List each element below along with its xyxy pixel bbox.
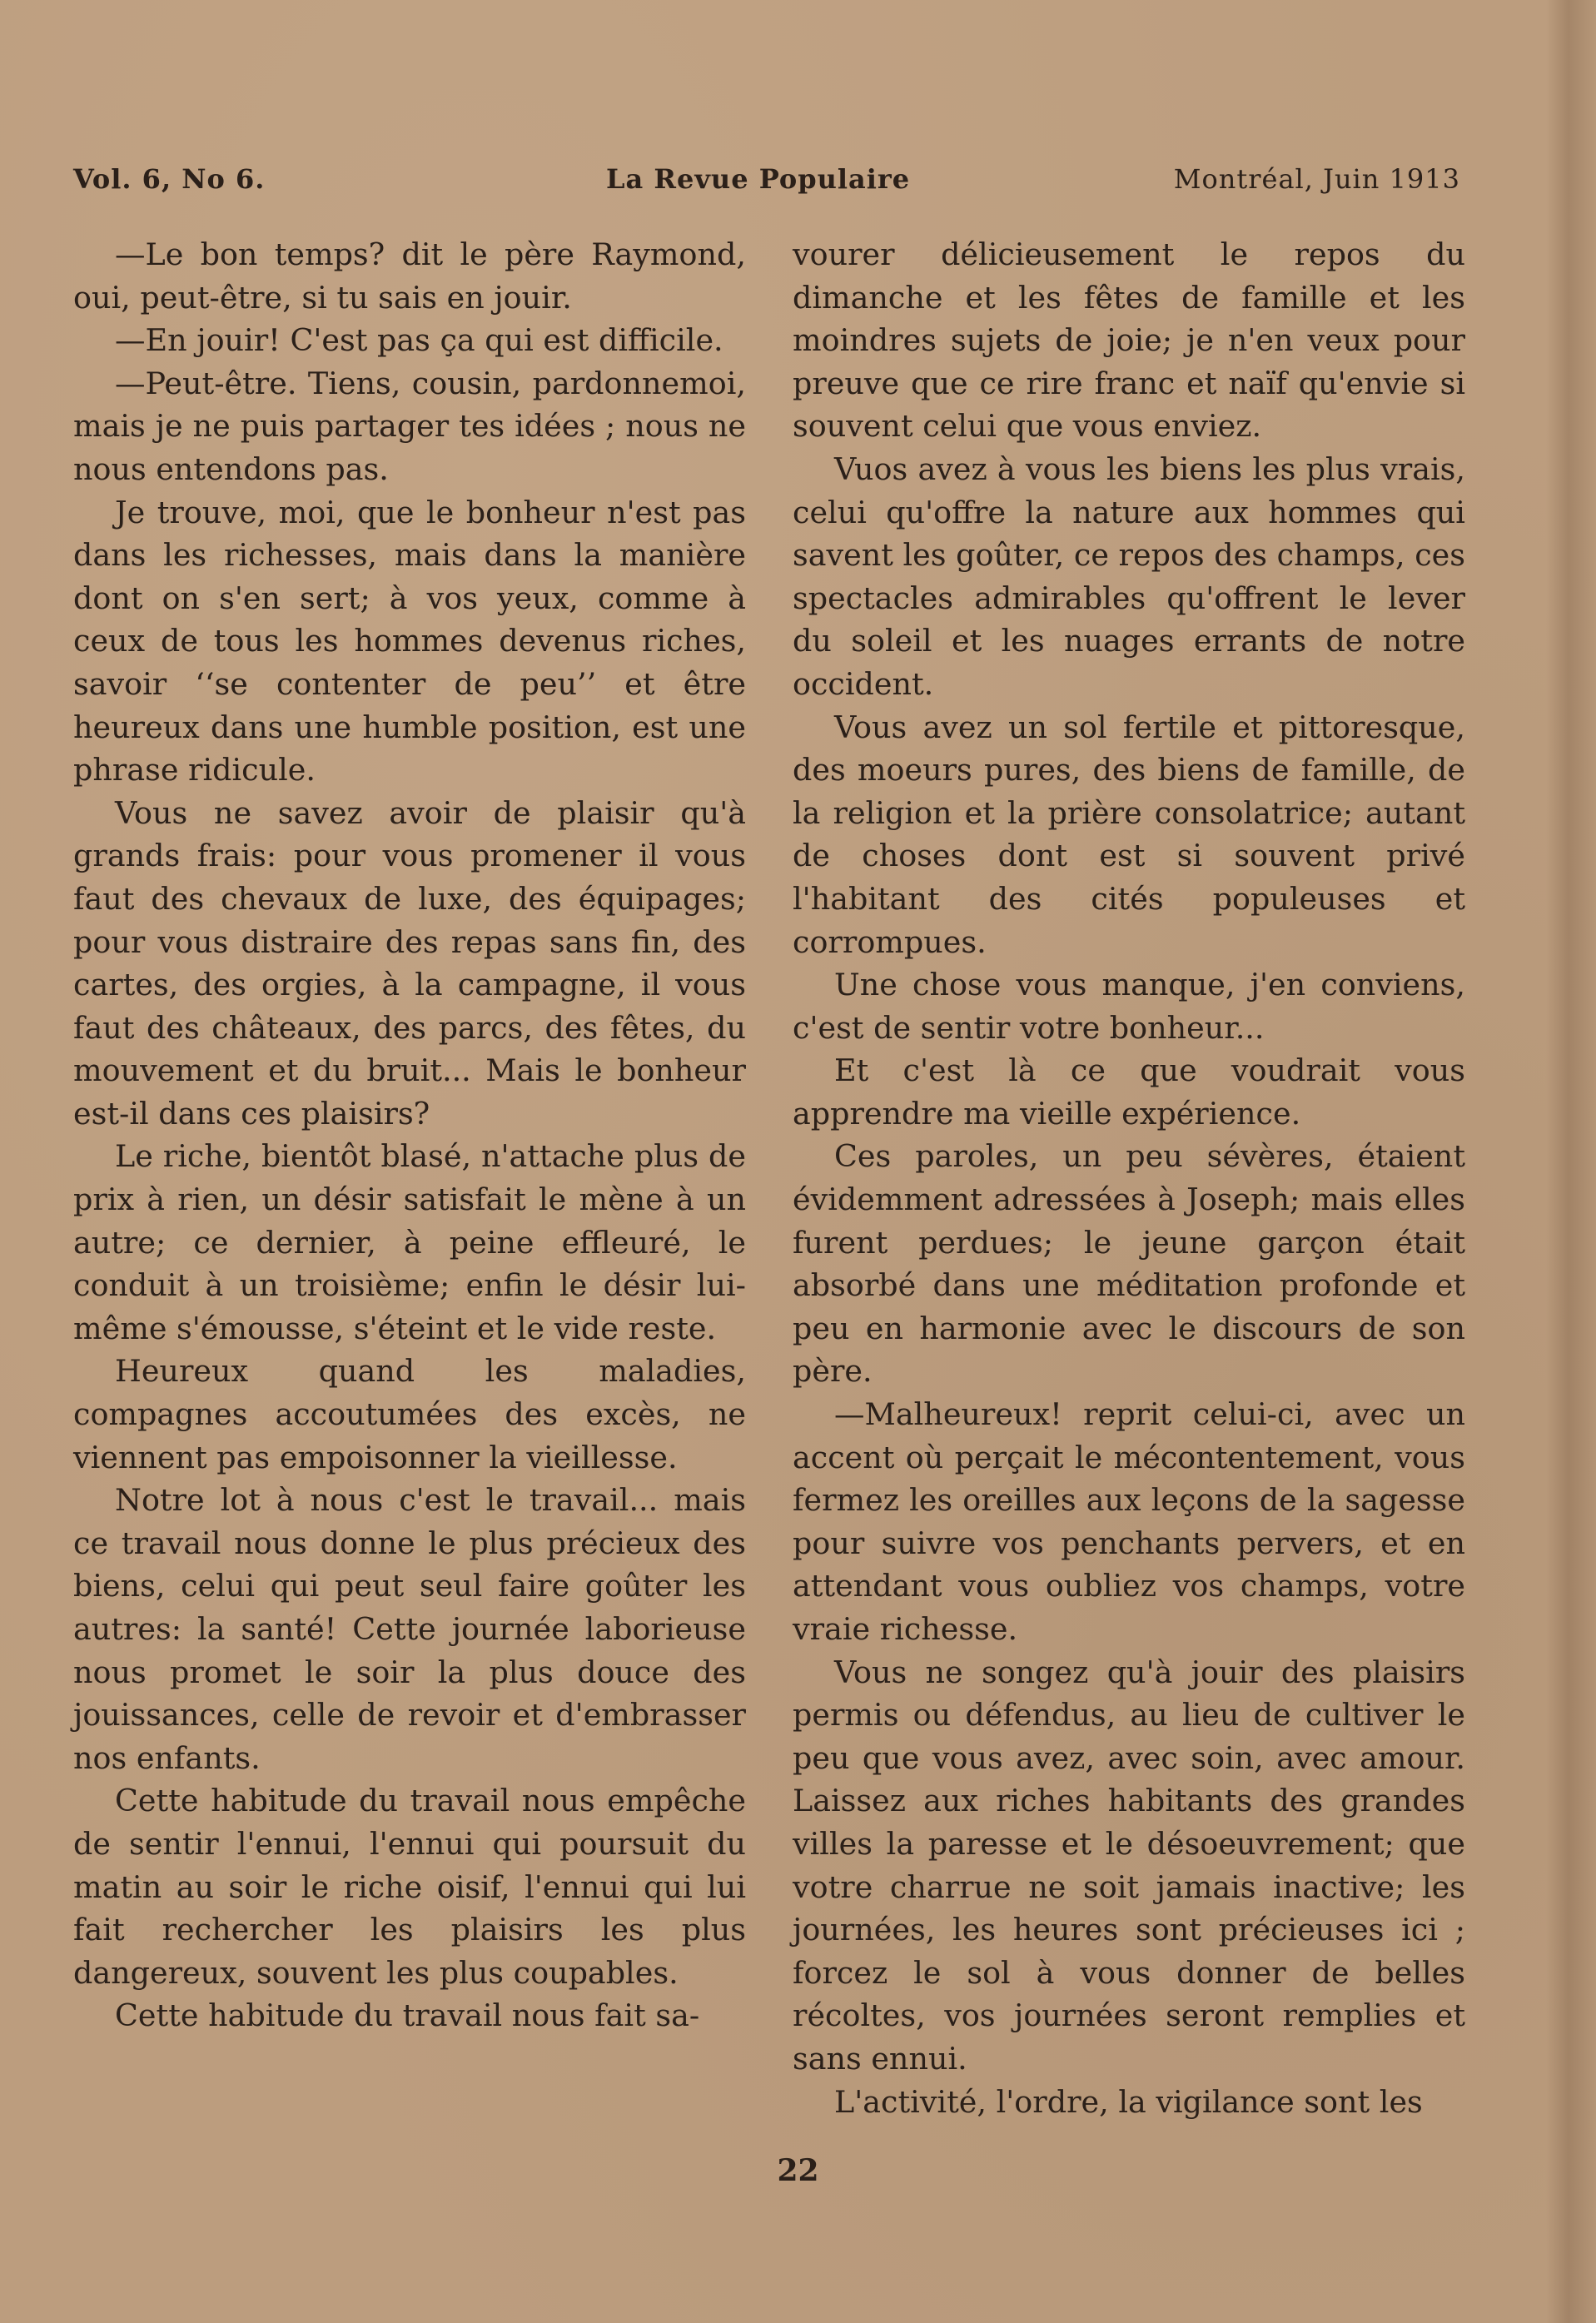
paragraph: Vuos avez à vous les biens les plus vrais, celui qu'offre la nature aux hommes qui savent les goûter, ce repos des champs, ces spectacles admirables qu'offrent le lever du soleil et les nuages errants de notre occident.	[793, 450, 1465, 702]
paragraph: Vous avez un sol fertile et pittoresque, des moeurs pures, des biens de famille, de la religion et la prière consolatrice; autant de choses dont est si souvent privé l'habitant des cités populeuses et corrompues.	[793, 709, 1465, 960]
paragraph: Vous ne songez qu'à jouir des plaisirs permis ou défendus, au lieu de cultiver le peu que vous avez, avec soin, avec amour. Laissez aux riches habitants des grandes villes la paresse et le désoeuvrement; que votre charrue ne soit jamais inactive; les journées, les heures sont précieuses ici ; forcez le sol à vous donner de belles récoltes, vos journées seront remplies et sans ennui.	[793, 1654, 1465, 2077]
paragraph: Cette habitude du travail nous empêche de sentir l'ennui, l'ennui qui poursuit du matin au soir le riche oisif, l'ennui qui lui fait rechercher les plaisirs les plus dangereux, souvent les plus coupables.	[73, 1783, 746, 1991]
paragraph: Notre lot à nous c'est le travail... mais ce travail nous donne le plus précieux des biens, celui qui peut seul faire goûter les autres: la santé! Cette journée laborieuse nous promet le soir la plus douce des jouissances, celle de revoir et d'embrasser nos enfants.	[73, 1482, 746, 1776]
paragraph-continued: vourer délicieusement le repos du dimanche et les fêtes de famille et les moindres sujets de joie; je n'en veux pour preuve que ce rire franc et naïf qu'envie si souvent celui que vous enviez.	[793, 236, 1465, 445]
paragraph: Et c'est là ce que voudrait vous apprendre ma vieille expérience.	[793, 1052, 1465, 1132]
running-header	[73, 163, 1460, 205]
header-title: La Revue Populaire	[606, 163, 911, 195]
page-edge-shadow	[1546, 0, 1596, 2323]
header-volume: Vol. 6, No 6.	[73, 163, 266, 195]
left-column	[73, 233, 746, 2037]
paragraph: L'activité, l'ordre, la vigilance sont les	[834, 2083, 1423, 2120]
paragraph: —En jouir! C'est pas ça qui est difficile.	[115, 322, 723, 359]
paragraph: —Le bon temps? dit le père Raymond, oui, peut-être, si tu sais en jouir.	[73, 236, 746, 316]
paragraph: Ces paroles, un peu sévères, étaient évidemment adressées à Joseph; mais elles furent perdues; le jeune garçon était absorbé dans une méditation profonde et peu en harmonie avec le discours de son père.	[793, 1138, 1465, 1390]
paragraph: Une chose vous manque, j'en conviens, c'est de sentir votre bonheur...	[793, 967, 1465, 1046]
paragraph: Le riche, bientôt blasé, n'attache plus de prix à rien, un désir satisfait le mène à un autre; ce dernier, à peine effleuré, le conduit à un troisième; enfin le désir lui-même s'émousse, s'éteint et le vide reste.	[73, 1138, 746, 1346]
right-column	[793, 233, 1465, 2123]
header-place-date: Montréal, Juin 1913	[1173, 163, 1460, 195]
paragraph: Heureux quand les maladies, compagnes accoutumées des excès, ne viennent pas empoisonner la vieillesse.	[73, 1353, 746, 1475]
paragraph: Je trouve, moi, que le bonheur n'est pas dans les richesses, mais dans la manière dont on s'en sert; à vos yeux, comme à ceux de tous les hommes devenus riches, savoir ‘‘se contenter de peu’’ et être heureux dans une humble position, est une phrase ridicule.	[73, 494, 746, 788]
paragraph: —Peut-être. Tiens, cousin, pardonnemoi, mais je ne puis partager tes idées ; nous ne nous entendons pas.	[73, 365, 746, 487]
paragraph: Cette habitude du travail nous fait sa-	[115, 1997, 700, 2034]
paragraph: —Malheureux! reprit celui-ci, avec un accent où perçait le mécontentement, vous fermez les oreilles aux leçons de la sagesse pour suivre vos penchants pervers, et en attendant vous oubliez vos champs, votre vraie richesse.	[793, 1396, 1465, 1647]
page-number: 22	[777, 2153, 819, 2188]
paragraph: Vous ne savez avoir de plaisir qu'à grands frais: pour vous promener il vous faut des chevaux de luxe, des équipages; pour vous distraire des repas sans fin, des cartes, des orgies, à la campagne, il vous faut des châteaux, des parcs, des fêtes, du mouvement et du bruit... Mais le bonheur est-il dans ces plaisirs?	[73, 794, 746, 1132]
